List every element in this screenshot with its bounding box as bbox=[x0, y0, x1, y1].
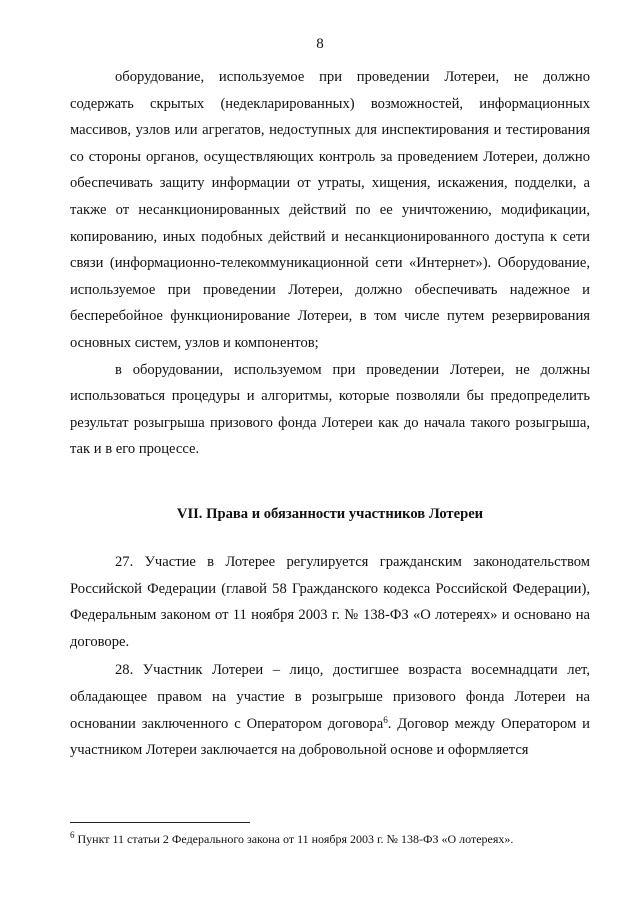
footnote-text: Пункт 11 статьи 2 Федерального закона от 11 ноября 2003 г. № 138-ФЗ «О лотереях». bbox=[74, 832, 514, 846]
footnote-separator bbox=[70, 822, 250, 823]
paragraph-equipment-requirements: оборудование, используемое при проведении Лотереи, не должно содержать скрытых (недекларированных) возможностей, информационных массивов, узлов или агрегатов, недоступных для инспектирования и тестирования со стороны органов, осуществляющих контроль за проведением Лотереи, должно обеспечивать защиту информации от утраты, хищения, искажения, подделки, а также от несанкционированных действий по ее уничтожению, модификации, копированию, иных подобных действий и несанкционированного доступа к сети связи (информационно-телекоммуникационной сети «Интернет»). Оборудование, используемое при проведении Лотереи, должно обеспечивать надежное и бесперебойное функционирование Лотереи, в том числе путем резервирования основных систем, узлов и компонентов; bbox=[70, 69, 590, 351]
paragraph-equipment-procedures: в оборудовании, используемом при проведении Лотереи, не должны использоваться процедуры и алгоритмы, которые позволяли бы предопределить результат розыгрыша призового фонда Лотереи как до начала такого розыгрыша, так и в его процессе. bbox=[70, 361, 590, 458]
footnote bbox=[70, 832, 590, 847]
paragraph-28 bbox=[70, 657, 590, 763]
section-heading: VII. Права и обязанности участников Лотереи bbox=[176, 506, 484, 522]
footnote-reference: 6 bbox=[383, 714, 388, 725]
paragraph-28-text-end: . Договор между Оператором и участником Лотереи заключается на добровольной основе и оформляется bbox=[70, 715, 590, 759]
section-body bbox=[70, 549, 590, 766]
footnote-number: 6 bbox=[70, 830, 75, 840]
paragraph-28-text-start: 28. Участник Лотереи – лицо, достигшее возраста восемнадцати лет, обладающее правом на участие в розыгрыше призового фонда Лотереи на основании заключенного с Оператором договора bbox=[70, 662, 590, 732]
paragraph-27: 27. Участие в Лотерее регулируется гражданским законодательством Российской Федерации (главой 58 Гражданского кодекса Российской Федерации), Федеральным законом от 11 ноября 2003 г. № 138-ФЗ «О лотереях» и основано на договоре. bbox=[70, 554, 590, 650]
page-number: 8 bbox=[316, 36, 324, 52]
continued-text bbox=[70, 64, 590, 463]
